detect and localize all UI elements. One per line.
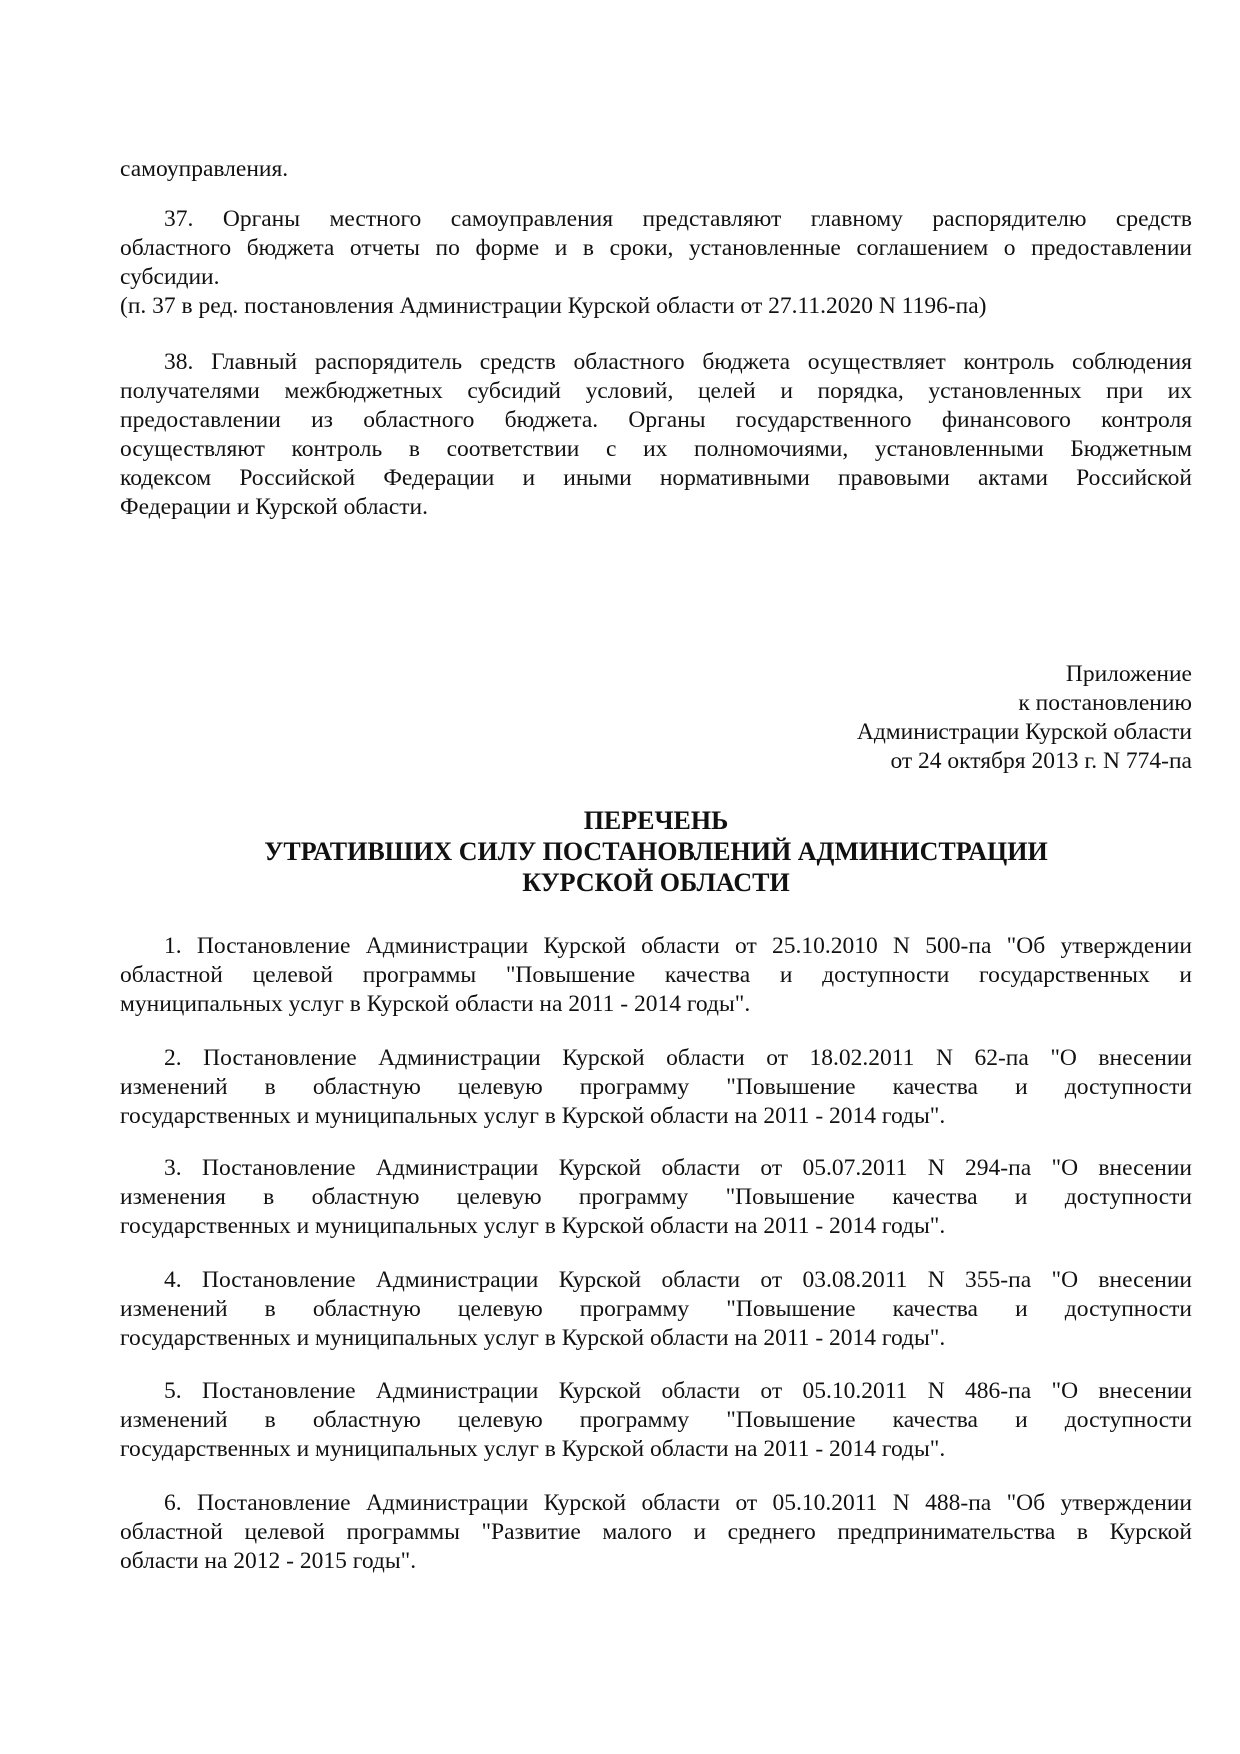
- text-line: получателями межбюджетных субсидий условий, целей и порядка, установленных при их: [120, 378, 1192, 404]
- text-line: государственных и муниципальных услуг в Курской области на 2011 - 2014 годы".: [120, 1103, 946, 1129]
- paragraph-37: [120, 205, 1192, 321]
- document-title: [120, 805, 1192, 898]
- appendix-header: [120, 660, 1192, 776]
- text-line: Федерации и Курской области.: [120, 494, 429, 520]
- list-item: [120, 1044, 1192, 1131]
- text-line: 5. Постановление Администрации Курской области от 05.10.2011 N 486-па "О внесении: [164, 1378, 1192, 1404]
- text-line: государственных и муниципальных услуг в Курской области на 2011 - 2014 годы".: [120, 1436, 946, 1462]
- text-line: государственных и муниципальных услуг в Курской области на 2011 - 2014 годы".: [120, 1325, 946, 1351]
- amendment-note: (п. 37 в ред. постановления Администрации Курской области от 27.11.2020 N 1196-па): [120, 293, 987, 319]
- paragraph-38: [120, 348, 1192, 522]
- text-line: Приложение: [1065, 661, 1192, 687]
- text-line: 37. Органы местного самоуправления представляют главному распорядителю средств: [164, 206, 1192, 232]
- text-line: областного бюджета отчеты по форме и в сроки, установленные соглашением о предоставлении: [120, 235, 1192, 261]
- text-line: государственных и муниципальных услуг в Курской области на 2011 - 2014 годы".: [120, 1213, 946, 1239]
- text-line: областной целевой программы "Повышение качества и доступности государственных и: [120, 962, 1192, 988]
- text-line: изменений в областную целевую программу "Повышение качества и доступности: [120, 1296, 1192, 1322]
- text-line: областной целевой программы "Развитие малого и среднего предпринимательства в Курской: [120, 1519, 1192, 1545]
- text-line: 6. Постановление Администрации Курской области от 05.10.2011 N 488-па "Об утверждении: [164, 1490, 1192, 1516]
- text-line: области на 2012 - 2015 годы".: [120, 1548, 417, 1574]
- title-line: УТРАТИВШИХ СИЛУ ПОСТАНОВЛЕНИЙ АДМИНИСТРАЦИИ: [264, 837, 1048, 866]
- text-line: кодексом Российской Федерации и иными нормативными правовыми актами Российской: [120, 465, 1192, 491]
- list-item: [120, 1266, 1192, 1353]
- text-line: Администрации Курской области: [856, 719, 1192, 745]
- title-line: ПЕРЕЧЕНЬ: [583, 806, 729, 835]
- text-line: к постановлению: [1018, 690, 1192, 716]
- list-item: [120, 1377, 1192, 1464]
- text-fragment: [120, 155, 1192, 184]
- text-line: субсидии.: [120, 264, 220, 290]
- text-line: 4. Постановление Администрации Курской области от 03.08.2011 N 355-па "О внесении: [164, 1267, 1192, 1293]
- text-line: 3. Постановление Администрации Курской области от 05.07.2011 N 294-па "О внесении: [164, 1155, 1192, 1181]
- list-item: [120, 1489, 1192, 1576]
- text-line: предоставлении из областного бюджета. Органы государственного финансового контроля: [120, 407, 1192, 433]
- text-line: муниципальных услуг в Курской области на 2011 - 2014 годы".: [120, 991, 751, 1017]
- text-line: 2. Постановление Администрации Курской области от 18.02.2011 N 62-па "О внесении: [164, 1045, 1192, 1071]
- title-line: КУРСКОЙ ОБЛАСТИ: [522, 868, 790, 897]
- text-line: от 24 октября 2013 г. N 774-па: [890, 748, 1192, 774]
- text-line: самоуправления.: [120, 156, 289, 182]
- text-line: 38. Главный распорядитель средств областного бюджета осуществляет контроль соблюдения: [164, 349, 1192, 375]
- text-line: изменений в областную целевую программу "Повышение качества и доступности: [120, 1074, 1192, 1100]
- list-item: [120, 932, 1192, 1019]
- text-line: изменений в областную целевую программу "Повышение качества и доступности: [120, 1407, 1192, 1433]
- text-line: 1. Постановление Администрации Курской области от 25.10.2010 N 500-па "Об утверждении: [164, 933, 1192, 959]
- text-line: осуществляют контроль в соответствии с их полномочиями, установленными Бюджетным: [120, 436, 1192, 462]
- text-line: изменения в областную целевую программу "Повышение качества и доступности: [120, 1184, 1192, 1210]
- list-item: [120, 1154, 1192, 1241]
